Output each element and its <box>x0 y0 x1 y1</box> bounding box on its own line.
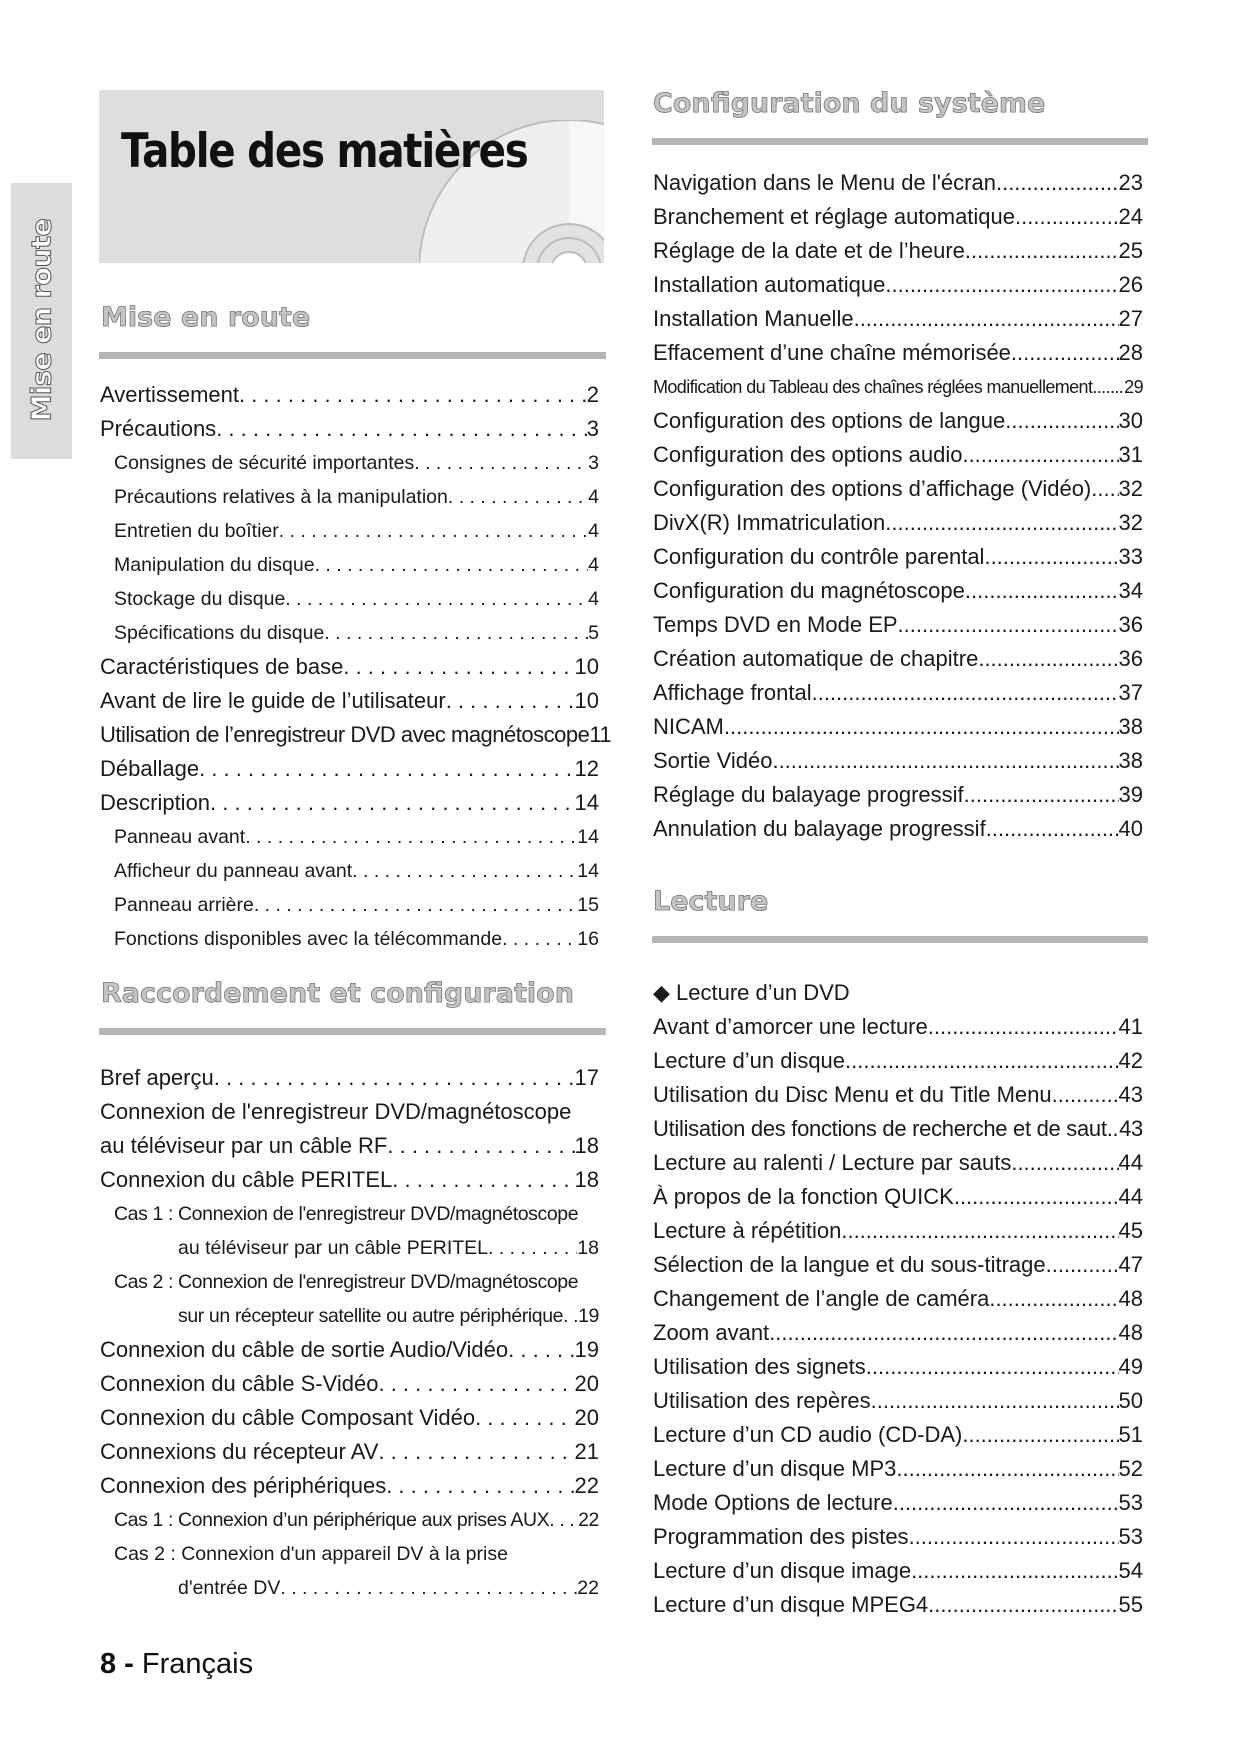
toc-entry[interactable]: Lecture d’un CD audio (CD-DA) ..... 51 <box>653 1414 1143 1448</box>
toc-entry[interactable]: Cas 1 : Connexion de l'enregistreur DVD/magnétoscope <box>114 1203 579 1225</box>
section-rule <box>99 352 606 359</box>
toc-entry[interactable]: Réglage du balayage progressif ..... 39 <box>653 774 1143 808</box>
toc-entry[interactable]: d'entrée DV . . . 22 <box>100 1567 599 1601</box>
toc-entry[interactable]: Avant d’amorcer une lecture ..... 41 <box>653 1006 1143 1040</box>
toc-entry[interactable]: Sortie Vidéo ..... 38 <box>653 740 1143 774</box>
toc-entry[interactable]: Cas 2 : Connexion d'un appareil DV à la prise <box>114 1543 508 1565</box>
toc-entry[interactable]: Installation Manuelle ..... 27 <box>653 298 1143 332</box>
toc-entry[interactable]: Avant de lire le guide de l’utilisateur . . . 10 <box>100 680 599 714</box>
toc-entry[interactable]: Panneau avant . . . 14 <box>100 816 599 850</box>
toc-entry[interactable]: Annulation du balayage progressif ..... 40 <box>653 808 1143 842</box>
toc-entry[interactable]: Lecture au ralenti / Lecture par sauts ..... 44 <box>653 1142 1143 1176</box>
toc-entry[interactable]: Utilisation des repères ..... 50 <box>653 1380 1143 1414</box>
section-heading-configuration: Configuration du système <box>653 88 1046 119</box>
toc-entry[interactable]: Réglage de la date et de l’heure ..... 25 <box>653 230 1143 264</box>
toc-entry[interactable]: Avertissement . . . 2 <box>100 374 599 408</box>
toc-entry[interactable]: au téléviseur par un câble PERITEL . . . 18 <box>100 1227 599 1261</box>
toc-entry[interactable]: Zoom avant ..... 48 <box>653 1312 1143 1346</box>
toc-entry[interactable]: Effacement d’une chaîne mémorisée ..... 28 <box>653 332 1143 366</box>
toc-entry[interactable]: Utilisation du Disc Menu et du Title Menu ..... 43 <box>653 1074 1143 1108</box>
toc-entry[interactable]: Changement de l’angle de caméra ..... 48 <box>653 1278 1143 1312</box>
toc-entry[interactable]: Caractéristiques de base . . . 10 <box>100 646 599 680</box>
title-box <box>99 90 604 263</box>
toc-entry[interactable]: Connexion de l'enregistreur DVD/magnétoscope <box>100 1099 572 1124</box>
toc-entry[interactable]: au téléviseur par un câble RF . . . 18 <box>100 1125 599 1159</box>
toc-entry[interactable]: Programmation des pistes ..... 53 <box>653 1516 1143 1550</box>
toc-entry[interactable]: DivX(R) Immatriculation ..... 32 <box>653 502 1143 536</box>
toc-entry[interactable]: Configuration du magnétoscope ..... 34 <box>653 570 1143 604</box>
toc-entry[interactable]: Précautions relatives à la manipulation . . . 4 <box>100 476 599 510</box>
toc-entry[interactable]: Configuration du contrôle parental ..... 33 <box>653 536 1143 570</box>
toc-entry[interactable]: Connexion des périphériques . . . 22 <box>100 1465 599 1499</box>
toc-entry[interactable]: NICAM ..... 38 <box>653 706 1143 740</box>
toc-entry[interactable]: Fonctions disponibles avec la télécommande . . . 16 <box>100 918 599 952</box>
section-rule <box>652 138 1148 145</box>
page-title: Table des matières <box>121 124 528 179</box>
toc-entry[interactable]: Configuration des options audio ..... 31 <box>653 434 1143 468</box>
toc-entry[interactable]: Entretien du boîtier . . . 4 <box>100 510 599 544</box>
toc-entry[interactable]: Description . . . 14 <box>100 782 599 816</box>
toc-entry[interactable]: Utilisation des signets ..... 49 <box>653 1346 1143 1380</box>
toc-entry[interactable]: Utilisation de l’enregistreur DVD avec magnétoscope 11 <box>100 722 612 747</box>
toc-entry[interactable]: Cas 1 : Connexion d’un périphérique aux prises AUX . . . 22 <box>100 1499 599 1533</box>
toc-raccordement <box>100 1057 599 1601</box>
page-language: Français <box>141 1648 254 1680</box>
toc-entry[interactable]: Sélection de la langue et du sous-titrage ..... 47 <box>653 1244 1143 1278</box>
section-rule <box>652 936 1148 943</box>
page-number: 8 - <box>100 1648 134 1680</box>
toc-entry[interactable]: Configuration des options de langue ..... 30 <box>653 400 1143 434</box>
toc-entry[interactable]: Connexion du câble Composant Vidéo . . . 20 <box>100 1397 599 1431</box>
toc-entry[interactable]: Lecture d’un disque MPEG4 ..... 55 <box>653 1584 1143 1618</box>
toc-entry[interactable]: Cas 2 : Connexion de l'enregistreur DVD/magnétoscope <box>114 1271 579 1293</box>
toc-entry[interactable]: Modification du Tableau des chaînes réglées manuellement ..... 29 <box>653 366 1143 400</box>
toc-entry[interactable]: Connexion du câble S-Vidéo . . . 20 <box>100 1363 599 1397</box>
toc-entry[interactable]: Bref aperçu . . . 17 <box>100 1057 599 1091</box>
toc-entry[interactable]: Afficheur du panneau avant . . . 14 <box>100 850 599 884</box>
toc-mise-en-route <box>100 374 612 952</box>
section-heading-lecture: Lecture <box>653 886 769 917</box>
toc-entry[interactable]: Navigation dans le Menu de l'écran ..... 23 <box>653 162 1143 196</box>
toc-entry[interactable]: Mode Options de lecture ..... 53 <box>653 1482 1143 1516</box>
side-tab-label: Mise en route <box>26 218 58 422</box>
toc-entry[interactable]: Création automatique de chapitre ..... 36 <box>653 638 1143 672</box>
section-heading-mise-en-route: Mise en route <box>101 302 311 333</box>
toc-entry[interactable]: Configuration des options d’affichage (Vidéo) ..... 32 <box>653 468 1143 502</box>
toc-entry[interactable]: Installation automatique ..... 26 <box>653 264 1143 298</box>
toc-entry[interactable]: sur un récepteur satellite ou autre périphérique . . . 19 <box>100 1295 599 1329</box>
toc-entry[interactable]: Stockage du disque . . . 4 <box>100 578 599 612</box>
toc-entry[interactable]: Lecture d’un disque MP3 ..... 52 <box>653 1448 1143 1482</box>
toc-entry[interactable]: Connexions du récepteur AV . . . 21 <box>100 1431 599 1465</box>
toc-entry[interactable]: Déballage . . . 12 <box>100 748 599 782</box>
toc-entry[interactable]: Panneau arrière . . . 15 <box>100 884 599 918</box>
toc-entry[interactable]: Lecture d’un disque ..... 42 <box>653 1040 1143 1074</box>
toc-entry[interactable]: Temps DVD en Mode EP ..... 36 <box>653 604 1143 638</box>
toc-entry[interactable]: Spécifications du disque . . . 5 <box>100 612 599 646</box>
toc-entry[interactable]: Lecture à répétition ..... 45 <box>653 1210 1143 1244</box>
section-heading-raccordement: Raccordement et configuration <box>101 978 574 1009</box>
toc-entry[interactable]: Connexion du câble de sortie Audio/Vidéo . . . 19 <box>100 1329 599 1363</box>
toc-entry[interactable]: Connexion du câble PERITEL . . . 18 <box>100 1159 599 1193</box>
toc-entry[interactable]: Précautions . . . 3 <box>100 408 599 442</box>
toc-entry[interactable]: Manipulation du disque . . . 4 <box>100 544 599 578</box>
toc-lecture <box>653 972 1143 1618</box>
toc-entry[interactable]: Utilisation des fonctions de recherche et de saut ..... 43 <box>653 1108 1143 1142</box>
toc-entry[interactable]: Branchement et réglage automatique ..... 24 <box>653 196 1143 230</box>
toc-entry[interactable]: Lecture d’un disque image ..... 54 <box>653 1550 1143 1584</box>
toc-subheading: ◆ Lecture d’un DVD <box>653 980 850 1005</box>
toc-entry[interactable]: Affichage frontal ..... 37 <box>653 672 1143 706</box>
section-rule <box>99 1028 606 1035</box>
toc-configuration <box>653 162 1143 842</box>
toc-entry[interactable]: À propos de la fonction QUICK ..... 44 <box>653 1176 1143 1210</box>
page-footer <box>100 1648 253 1681</box>
toc-entry[interactable]: Consignes de sécurité importantes . . . 3 <box>100 442 599 476</box>
